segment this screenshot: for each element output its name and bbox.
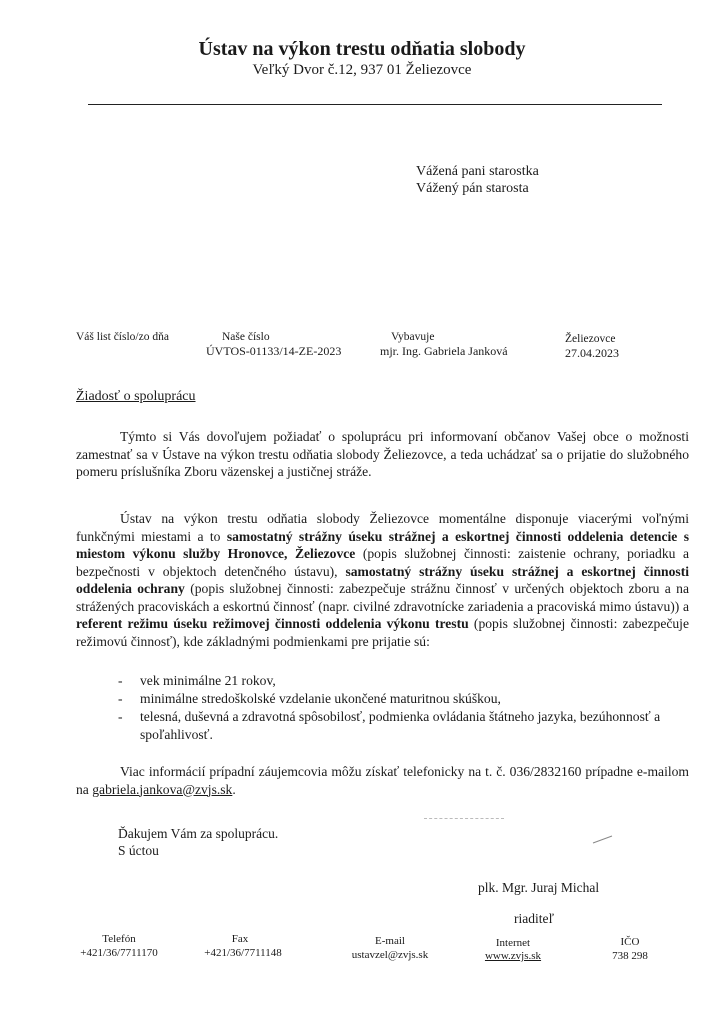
p2-text-g: (popis služobnej činnosti: zabezpečuje režimovú činnosť), kde základnými podmienkami pre prijatie sú:: [76, 616, 689, 649]
footer-phone-value: +421/36/7711170: [80, 947, 158, 959]
handled-by-label: Vybavuje: [391, 331, 435, 343]
paragraph-1: [76, 428, 689, 481]
paragraph-2: [76, 510, 689, 650]
footer-phone-label: Telefón: [102, 933, 136, 945]
p2-position-3: referent režimu úseku režimovej činnosti oddelenia výkonu trestu: [76, 616, 469, 631]
header-divider: [88, 104, 662, 105]
footer-fax-value: +421/36/7711148: [204, 947, 282, 959]
our-ref-value: ÚVTOS-01133/14-ZE-2023: [206, 344, 342, 358]
paragraph-3: [76, 763, 689, 798]
signatory-name: plk. Mgr. Juraj Michal: [478, 880, 600, 895]
institution-address: Veľký Dvor č.12, 937 01 Želiezovce: [252, 62, 472, 78]
your-ref-label: Váš list číslo/zo dňa: [76, 331, 169, 343]
footer-internet-label: Internet: [495, 937, 531, 949]
footer-fax-label: Fax: [231, 933, 249, 945]
footer-email-label: E-mail: [375, 935, 405, 947]
footer-ico-label: IČO: [620, 936, 640, 948]
scan-artifact: [424, 818, 504, 821]
p3-text: Viac informácií prípadní záujemcovia môžu získať telefonicky na t. č. 036/2832160 prípadne e-mailom na: [76, 764, 689, 797]
contact-email-link[interactable]: gabriela.jankova@zvjs.sk: [92, 781, 233, 797]
handled-by-value: mjr. Ing. Gabriela Janková: [380, 344, 508, 358]
p2-position-2: samostatný strážny úseku strážnej a eskortnej činnosti oddelenia ochrany: [76, 563, 689, 596]
closing-thanks: Ďakujem Vám za spoluprácu.: [118, 826, 279, 841]
salutation-line-1: Vážená pani starostka: [416, 164, 539, 179]
footer-internet-link[interactable]: www.zvjs.sk: [484, 950, 542, 962]
footer-ico-value: 738 298: [612, 950, 648, 962]
p2-position-1: samostatný strážny úseku strážnej a eskortnej činnosti oddelenia detencie s miestom výkonu služby Hronovce, Želiezovce: [76, 528, 689, 561]
signature-mark: [592, 834, 614, 844]
letter-subject: Žiadosť o spoluprácu: [76, 389, 196, 404]
paragraph-1-text: Týmto si Vás dovoľujem požiadať o spoluprácu pri informovaní občanov Vašej obce o možnosti zamestnať sa v Ústave na výkon trestu odňatia slobody Želiezovce, a teda uchádzať sa o prijatie do služobného pomeru príslušníka Zboru väzenskej a justičnej stráže.: [76, 429, 689, 479]
institution-title: Ústav na výkon trestu odňatia slobody: [198, 38, 526, 60]
footer-email-value[interactable]: ustavzel@zvjs.sk: [351, 949, 429, 961]
place-label: Želiezovce: [565, 333, 616, 345]
salutation-line-2: Vážený pán starosta: [416, 181, 529, 196]
closing-regards: S úctou: [118, 843, 159, 858]
requirements-list: [118, 672, 698, 744]
requirement-item: - telesná, duševná a zdravotná spôsobilosť, podmienka ovládania štátneho jazyka, bezúhonnosť a spoľahlivosť.: [118, 708, 698, 744]
letter-date: 27.04.2023: [565, 346, 619, 360]
signatory-position: riaditeľ: [514, 911, 554, 926]
our-ref-label: Naše číslo: [222, 331, 270, 343]
requirement-item: - vek minimálne 21 rokov,: [118, 672, 698, 690]
p2-text-e: (popis služobnej činnosti: zabezpečuje strážnu činnosť v určených objektoch zboru a na strážených pracoviskách a eskortnú činnosť (napr. civilné zdravotnícke zariadenia a pracoviská mimo ústavu)) a: [76, 581, 689, 614]
p2-text-c: (popis služobnej činnosti: zaistenie ochrany, poriadku a bezpečnosti v objektoch detenčného ústavu),: [76, 546, 689, 579]
requirement-item: - minimálne stredoškolské vzdelanie ukončené maturitnou skúškou,: [118, 690, 698, 708]
p3-end: .: [232, 781, 236, 797]
p2-text-a: Ústav na výkon trestu odňatia slobody Želiezovce momentálne disponuje viacerými voľnými funkčnými miestami a to: [76, 511, 689, 544]
